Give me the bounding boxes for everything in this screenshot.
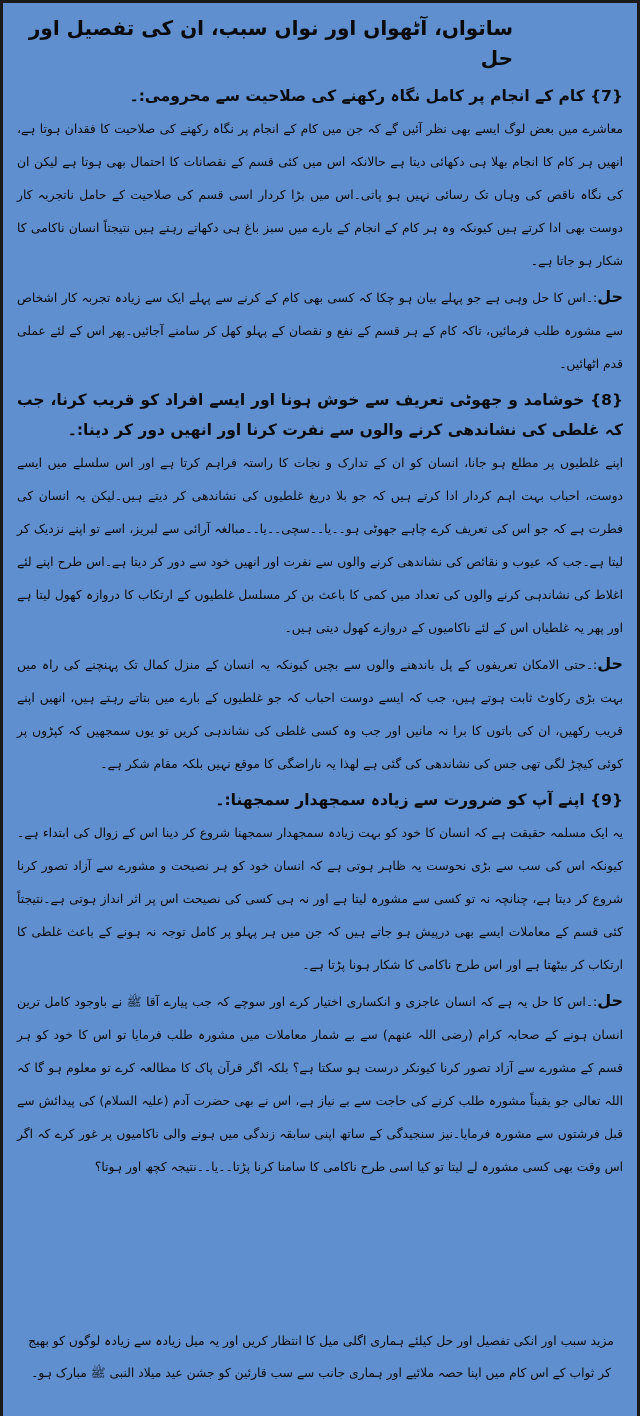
section-8	[17, 385, 623, 781]
solution-text: :۔اس کا حل یہ ہے کہ انسان عاجزی و انکساری اختیار کرے اور سوچے کہ جب پیارے آقا ﷺ نے باوجود کامل ترین انسان ہونے کے صحابہ کرام (رضی اللہ عنھم) سے بے شمار معاملات میں مشورہ طلب فرمایا تو اس کا خود کو ہر قسم کے مشورے سے آزاد تصور کرنا کیونکر درست ہو سکتا ہے؟ بلکہ اگر قرآن پاک کا مطالعہ کرے تو معلوم ہو گا کہ اللہ تعالی جو یقیناً مشورہ طلب کرنے کی حاجت سے بے نیاز ہے، اس نے بھی حضرت آدم (علیہ السلام) کی پیدائش سے قبل فرشتوں سے مشورہ فرمایا۔نیز سنجیدگی کے ساتھ اپنی سابقہ زندگی میں ہونے والی ناکامیوں پر غور کرے کہ اگر اس وقت بھی کسی مشورہ لے لیتا تو کیا اسی طرح ناکامی کا سامنا کرنا پڑتا۔۔یا۔۔نتیجہ کچھ اور ہوتا؟	[17, 995, 623, 1174]
page-title: ساتواں، آٹھواں اور نواں سبب، ان کی تفصیل اور حل	[28, 16, 513, 70]
section-9	[17, 785, 623, 1184]
solution-label: حل	[597, 654, 623, 673]
solution-text: :۔اس کا حل وہی ہے جو پہلے بیان ہو چکا کہ کسی بھی کام کے کرنے سے پہلے ایک سے زیادہ تجربہ کار اشخاص سے مشورہ طلب فرمائیں، تاکہ کام کے ہر قسم کے نفع و نقصان کے پہلو کھل کر سامنے آجائیں۔پھر اس کے لئے عملی قدم اٹھائیں۔	[17, 291, 623, 371]
section-heading: {7} کام کے انجام پر کامل نگاہ رکھنے کی صلاحیت سے محرومی:۔	[129, 87, 623, 105]
section-heading: {9} اپنے آپ کو ضرورت سے زیادہ سمجھدار سمجھنا:۔	[215, 791, 623, 809]
solution-label: حل	[597, 991, 623, 1010]
solution-text: :۔حتی الامکان تعریفوں کے پل باندھنے والوں سے بچیں کیونکہ یہ انسان کے منزل کمال تک پہنچنے کی راہ میں بہت بڑی رکاوٹ ثابت ہوتے ہیں، جب کہ ایسے دوست احباب کہ جو غلطیوں کے بارے میں بتاتے رہتے ہیں، انھیں اپنے قریب رکھیں، ان کی باتوں کا برا نہ مانیں اور جب وہ کسی غلطی کی نشاندہی کریں تو یوں سمجھیں کہ کپڑوں پر کوئی کیچڑ لگی تھی جس کی نشاندھی کی گئی ہے لھذا یہ ناراضگی کا موقع نہیں بلکہ مقام شکر ہے۔	[17, 658, 623, 771]
section-7	[17, 81, 623, 381]
section-body: یہ ایک مسلمہ حقیقت ہے کہ انسان کا خود کو بہت زیادہ سمجھدار سمجھنا شروع کر دینا اس کے زوال کی ابتداء ہے۔کیونکہ اس کی سب سے بڑی نحوست یہ ظاہر ہوتی ہے کہ انسان خود کو ہر نصیحت و مشورے سے آزاد تصور کرنا شروع کر دیتا ہے، چنانچہ نہ تو کسی سے مشورہ لیتا ہے اور نہ ہی کسی کی نصیحت اس پر اثر انداز ہوتی ہے۔نتیجتاً کئی قسم کے معاملات ایسے بھی درپیش ہو جاتے ہیں کہ جن میں ہر پہلو پر کامل توجہ نہ ہونے کے باعث غلطی کا ارتکاب کر بیٹھتا ہے اور اس طرح ناکامی کا شکار ہونا پڑتا ہے۔	[17, 826, 623, 972]
section-body: معاشرے میں بعض لوگ ایسے بھی نظر آئیں گے کہ جن میں کام کے انجام پر نگاہ رکھنے کی صلاحیت کا فقدان ہوتا ہے، انھیں ہر کام کا انجام بھلا ہی دکھائی دیتا ہے حالانکہ اس میں کئی قسم کے نقصانات کا احتمال بھی ہوتا ہے لیکن ان کی نگاہ ناقص کی وہاں تک رسائی نہیں ہو پاتی۔اس میں بڑا کردار اسی قسم کی صلاحیت کے حامل ناتجربہ کار دوست بھی ادا کرتے ہیں کیونکہ وہ ہر کام کے انجام کے بارے میں سبز باغ ہی دکھاتے رہتے ہیں نتیجتاً انسان ناکامی کا شکار ہو جاتا ہے۔	[17, 122, 623, 268]
section-heading: {8} خوشامد و جھوٹی تعریف سے خوش ہونا اور ایسے افراد کو قریب کرنا، جب کہ غلطی کی نشاندھی کرنے والوں سے نفرت کرنا اور انھیں دور کر دینا:۔	[17, 391, 623, 439]
article	[17, 13, 623, 1186]
section-solution	[17, 647, 623, 781]
footer-note: مزید سبب اور انکی تفصیل اور حل کیلئے ہماری اگلی میل کا انتظار کریں اور یہ میل زیادہ سے زیادہ لوگوں کو بھیج کر ثواب کے اس کام میں اپنا حصہ ملائیے اور ہماری جانب سے سب قارئین کو جشن عید میلاد النبی ﷺ مبارک ہو۔	[28, 1334, 614, 1380]
section-body: اپنے غلطیوں پر مطلع ہو جانا، انسان کو ان کے تدارک و نجات کا راستہ فراہم کرتا ہے اور اس سلسلے میں ایسے دوست، احباب بہت اہم کردار ادا کرتے ہیں کہ جو بلا دریغ غلطیوں کی نشاندھی کر دیتے ہیں۔لیکن یہ انسان کی فطرت ہے کہ جو اس کی تعریف کرے چاہے جھوٹی ہو۔۔یا۔۔سچی۔۔یا۔۔مبالغہ آرائی سے لبریز، اسے تو اپنے نزدیک کر لیتا ہے۔جب کہ عیوب و نقائص کی نشاندھی کرنے والوں سے نفرت اور انھیں خود سے دور کر دیتا ہے۔اس طرح اپنے لئے اغلاط کی نشاندہی کرنے والوں کی تعداد میں کمی کا باعث بن کر مسلسل غلطیوں کے ارتکاب کا دروازہ کھول لیتا ہے اور پھر یہ غلطیاں اس کے لئے ناکامیوں کے دروازے کھول دیتی ہیں۔	[17, 456, 623, 635]
section-solution	[17, 984, 623, 1184]
section-solution	[17, 280, 623, 381]
solution-label: حل	[597, 287, 623, 306]
